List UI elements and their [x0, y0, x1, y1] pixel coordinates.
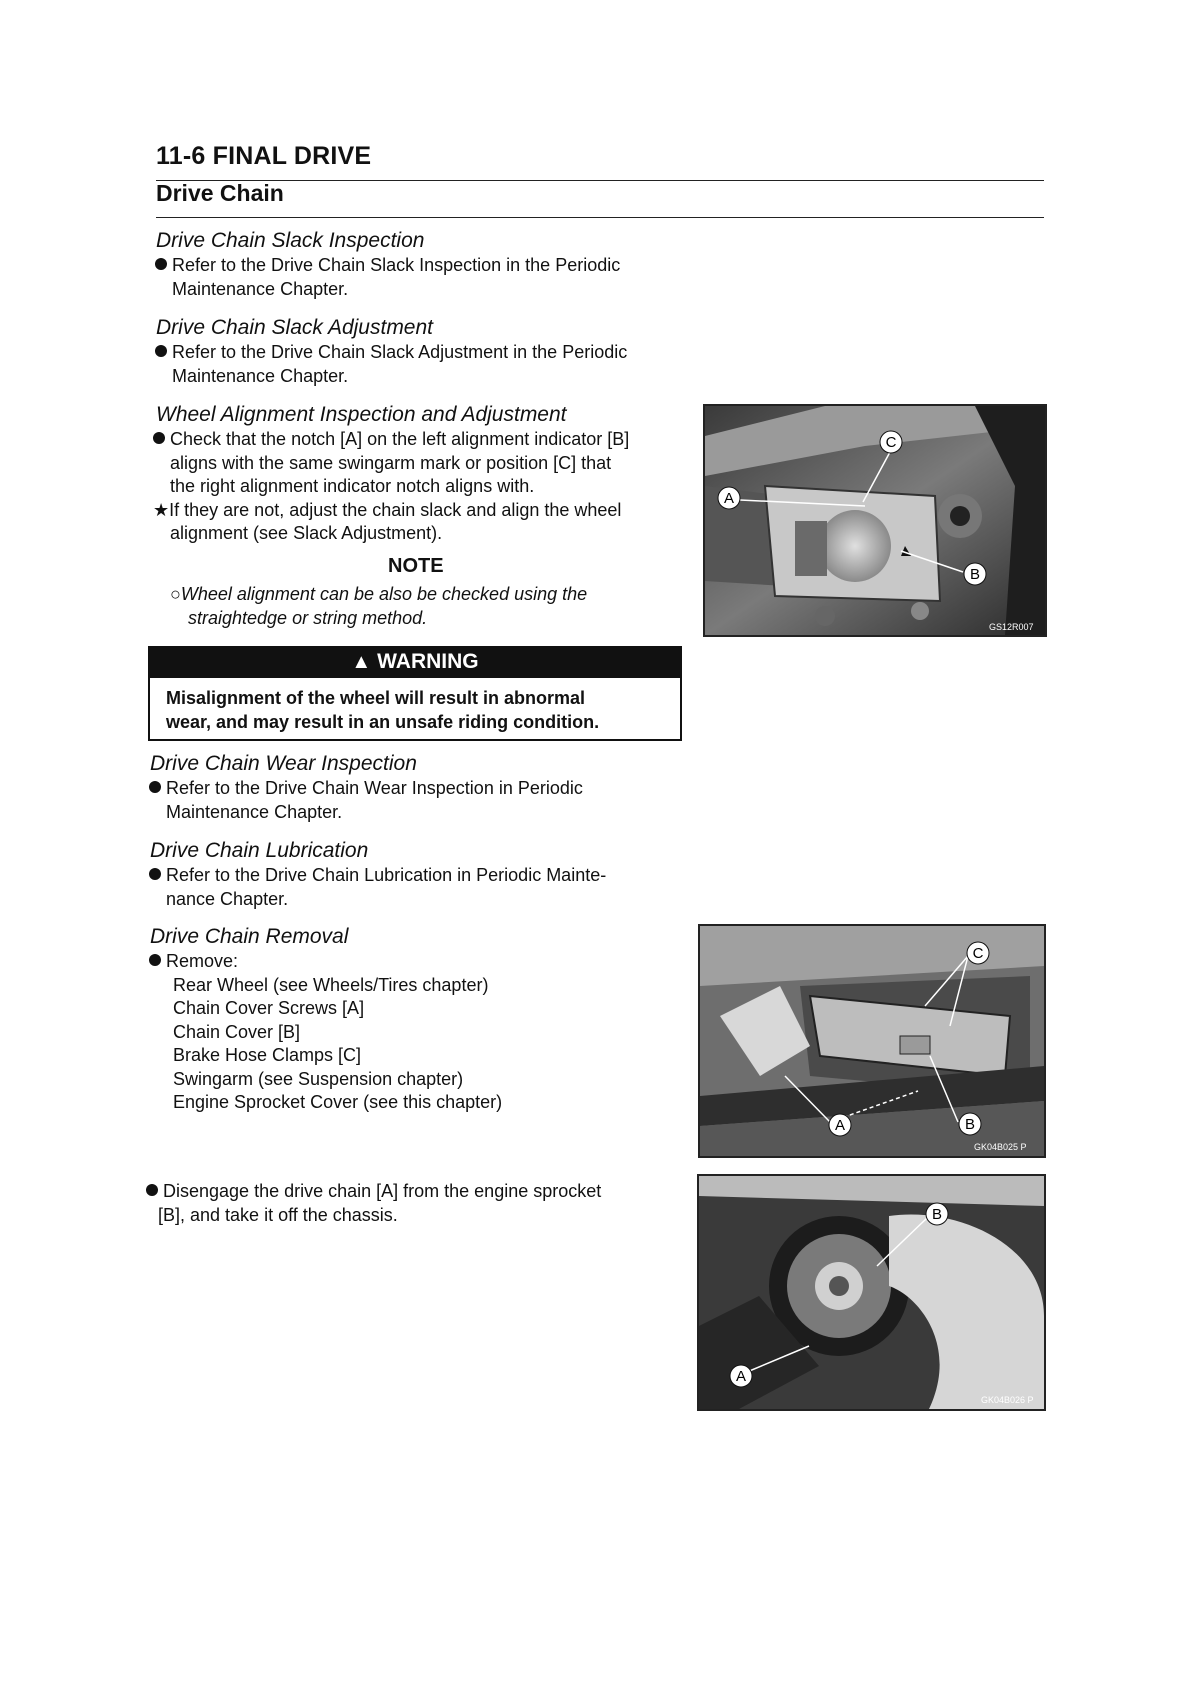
callout-b-label: B — [969, 566, 981, 583]
removal-item: Chain Cover Screws [A] — [173, 998, 365, 1018]
chain-cover-photo-drawing — [700, 926, 1044, 1156]
removal-item: Rear Wheel (see Wheels/Tires chapter) — [173, 974, 489, 995]
lubrication-title: Drive Chain Lubrication — [150, 839, 369, 862]
wear-inspection-text: Refer to the Drive Chain Wear Inspection in Periodic Maintenance Chapter. — [149, 777, 583, 824]
callout-a-label: A — [735, 1368, 747, 1385]
callout-b-label: B — [931, 1206, 943, 1223]
removal-item: Swingarm (see Suspension chapter) — [173, 1068, 464, 1089]
wear-inspection-title: Drive Chain Wear Inspection — [150, 752, 417, 775]
bullet-icon — [153, 432, 165, 444]
warning-header: ▲ WARNING — [148, 646, 682, 678]
note-heading: NOTE — [388, 555, 444, 577]
warning-text: Misalignment of the wheel will result in abnormal wear, and may result in an unsafe riding condition. — [166, 688, 600, 732]
slack-adjustment-title: Drive Chain Slack Adjustment — [156, 316, 433, 339]
slack-inspection-title: Drive Chain Slack Inspection — [156, 229, 425, 252]
bullet-icon — [146, 1184, 158, 1196]
bullet-icon — [149, 868, 161, 880]
figure-code: GK04B026 P — [981, 1395, 1034, 1405]
wheel-alignment-title: Wheel Alignment Inspection and Adjustment — [156, 403, 567, 426]
removal-item: Brake Hose Clamps [C] — [173, 1045, 362, 1065]
section-title: Drive Chain — [156, 180, 284, 206]
section-rule — [156, 217, 1044, 218]
removal-title: Drive Chain Removal — [150, 925, 349, 948]
page-heading: 11-6 FINAL DRIVE — [156, 142, 372, 170]
engine-sprocket-photo — [697, 1174, 1046, 1411]
warning-triangle-icon: ▲ — [351, 651, 372, 673]
wheel-alignment-text: Check that the notch [A] on the left alignment indicator [B] aligns with the same swingarm mark or position [C] that the right alignment indicator notch aligns with. ★If they are not, adjust the chain slack and align the wheel alignment (see Slack Adjustment). — [153, 429, 630, 543]
alignment-indicator-photo — [703, 404, 1047, 637]
slack-adjustment-text: Refer to the Drive Chain Slack Adjustment in the Periodic Maintenance Chapter. — [155, 341, 627, 388]
alignment-photo-drawing — [705, 406, 1045, 635]
note-text: ○Wheel alignment can be also be checked using the straightedge or string method. — [170, 584, 588, 628]
disengage-text: Disengage the drive chain [A] from the engine sprocket [B], and take it off the chassis. — [146, 1180, 601, 1227]
figure-code: GS12R007 — [989, 622, 1034, 632]
removal-text: Remove: Rear Wheel (see Wheels/Tires chapter) Chain Cover Screws [A] Chain Cover [B] Brake Hose Clamps [C] Swingarm (see Suspension chapter) Engine Sprocket Cover (see this chapter) — [149, 950, 502, 1115]
removal-item: Chain Cover [B] — [173, 1021, 301, 1042]
bullet-icon — [155, 345, 167, 357]
chain-cover-photo — [698, 924, 1046, 1158]
slack-inspection-text: Refer to the Drive Chain Slack Inspection in the Periodic Maintenance Chapter. — [155, 254, 620, 301]
callout-a-label: A — [834, 1117, 846, 1134]
removal-item: Engine Sprocket Cover (see this chapter) — [173, 1092, 503, 1112]
bullet-icon — [149, 954, 161, 966]
callout-c-label: C — [972, 945, 984, 962]
callout-a-label: A — [723, 490, 735, 507]
header-rule — [156, 180, 1044, 181]
callout-b-label: B — [964, 1116, 976, 1133]
bullet-icon — [155, 258, 167, 270]
callout-c-label: C — [885, 434, 897, 451]
sprocket-photo-drawing — [699, 1176, 1044, 1409]
lubrication-text: Refer to the Drive Chain Lubrication in Periodic Mainte- nance Chapter. — [149, 864, 606, 911]
figure-code: GK04B025 P — [974, 1142, 1027, 1152]
bullet-icon — [149, 781, 161, 793]
